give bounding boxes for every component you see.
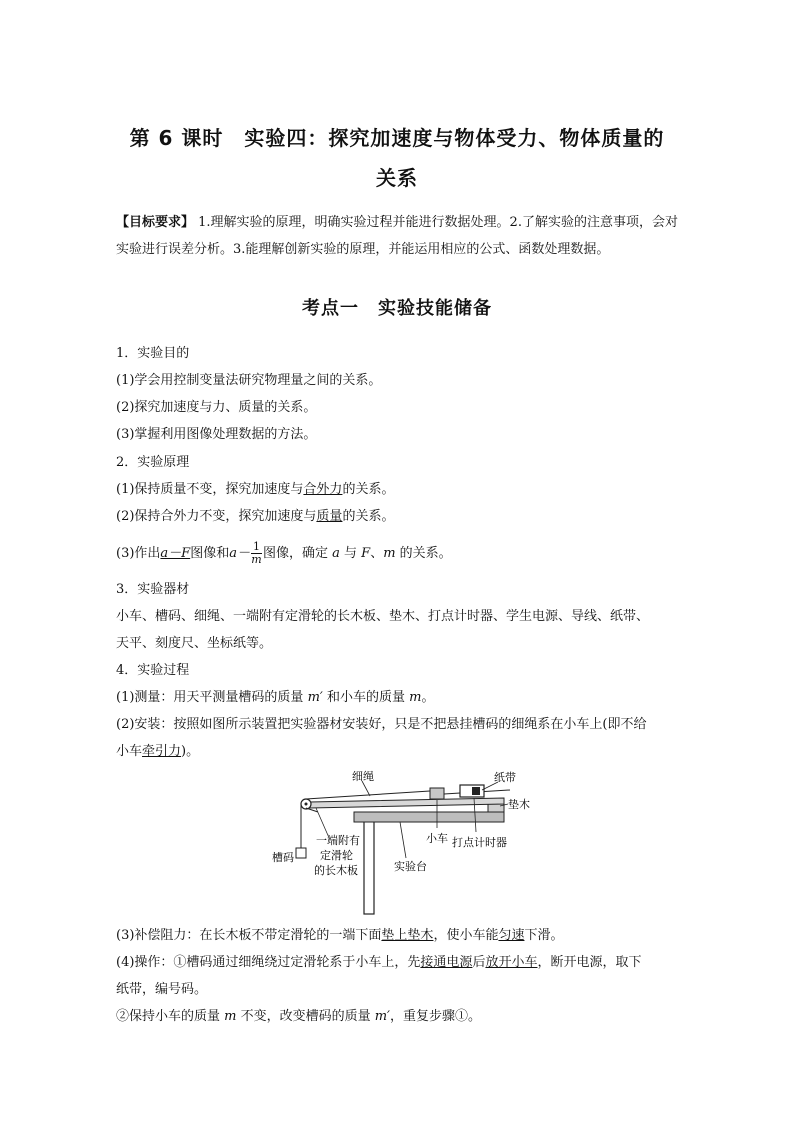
s2-item-3: (3)作出a－F图像和a－ $\frac{1}{m}$ 图像，确定 a 与 F、m 的关系。 [116, 540, 452, 566]
s3-line-1: 小车、槽码、细绳、一端附有定滑轮的长木板、垫木、打点计时器、学生电源、导线、纸带、 [116, 609, 650, 624]
s2-heading: 2．实验原理 [116, 455, 190, 470]
underlined-term: 放开小车 [485, 955, 538, 970]
section-title: 考点一 实验技能储备 [302, 298, 492, 319]
label-board-1: 一端附有 [316, 834, 360, 847]
s4-heading: 4．实验过程 [116, 663, 190, 678]
table-top [354, 812, 504, 822]
cart [430, 788, 444, 799]
s1-heading: 1．实验目的 [116, 346, 190, 361]
label-timer: 打点计时器 [452, 836, 507, 849]
s4-step-3: (3)补偿阻力：在长木板不带定滑轮的一端下面垫上垫木，使小车能匀速下滑。 [116, 928, 564, 943]
label-pad: 垫木 [508, 798, 530, 811]
s4-step-4-line2: 纸带，编号码。 [116, 982, 208, 997]
graph-a-F: a－F [160, 546, 191, 561]
s2-item-2: (2)保持合外力不变，探究加速度与质量的关系。 [116, 509, 395, 524]
s1-item-1: (1)学会用控制变量法研究物理量之间的关系。 [116, 373, 382, 388]
table-leg [364, 820, 374, 914]
fraction-1-over-m: $\frac{1}{m}$ [251, 540, 262, 566]
s1-item-3: (3)掌握利用图像处理数据的方法。 [116, 427, 317, 442]
label-table: 实验台 [394, 860, 427, 873]
s4-step-1: (1)测量：用天平测量槽码的质量 m′ 和小车的质量 m。 [116, 690, 435, 705]
s4-step-4-line1: (4)操作：①槽码通过细绳绕过定滑轮系于小车上，先接通电源后放开小车，断开电源，取下 [116, 955, 642, 970]
hanging-weight [296, 848, 306, 858]
label-board-2: 定滑轮 [320, 849, 353, 862]
label-board-3: 的长木板 [314, 864, 358, 877]
objectives-text: 1.理解实验的原理，明确实验过程并能进行数据处理。2.了解实验的注意事项，会对实验进行误差分析。3.能理解创新实验的原理，并能运用相应的公式、函数处理数据。 [116, 215, 678, 257]
s3-line-2: 天平、刻度尺、坐标纸等。 [116, 636, 273, 651]
page-title-line1: 第 6 课时 实验四：探究加速度与物体受力、物体质量的 [129, 126, 665, 150]
underlined-term: 牵引力 [142, 744, 182, 759]
label-tape: 纸带 [494, 771, 516, 784]
objectives-tag: 【目标要求】 [116, 215, 195, 230]
underlined-term: 合外力 [303, 482, 343, 497]
underlined-term: 质量 [316, 509, 343, 524]
objectives-paragraph [116, 209, 688, 263]
apparatus-diagram [270, 768, 530, 916]
underlined-term: 垫上垫木 [381, 928, 434, 943]
s4-step-2-line2: 小车牵引力)。 [116, 744, 200, 759]
underlined-term: 匀速 [498, 928, 525, 943]
label-rope: 细绳 [352, 770, 374, 783]
s4-step-5: ②保持小车的质量 m 不变，改变槽码的质量 m′，重复步骤①。 [116, 1009, 482, 1024]
label-cart: 小车 [426, 832, 448, 845]
s4-step-2-line1: (2)安装：按照如图所示装置把实验器材安装好，只是不把悬挂槽码的细绳系在小车上(即不给 [116, 717, 647, 732]
s1-item-2: (2)探究加速度与力、质量的关系。 [116, 400, 317, 415]
s3-heading: 3．实验器材 [116, 582, 190, 597]
underlined-term: 接通电源 [420, 955, 473, 970]
label-weight: 槽码 [272, 851, 294, 864]
page-title-line2: 关系 [376, 166, 418, 190]
s2-item-1: (1)保持质量不变，探究加速度与合外力的关系。 [116, 482, 395, 497]
